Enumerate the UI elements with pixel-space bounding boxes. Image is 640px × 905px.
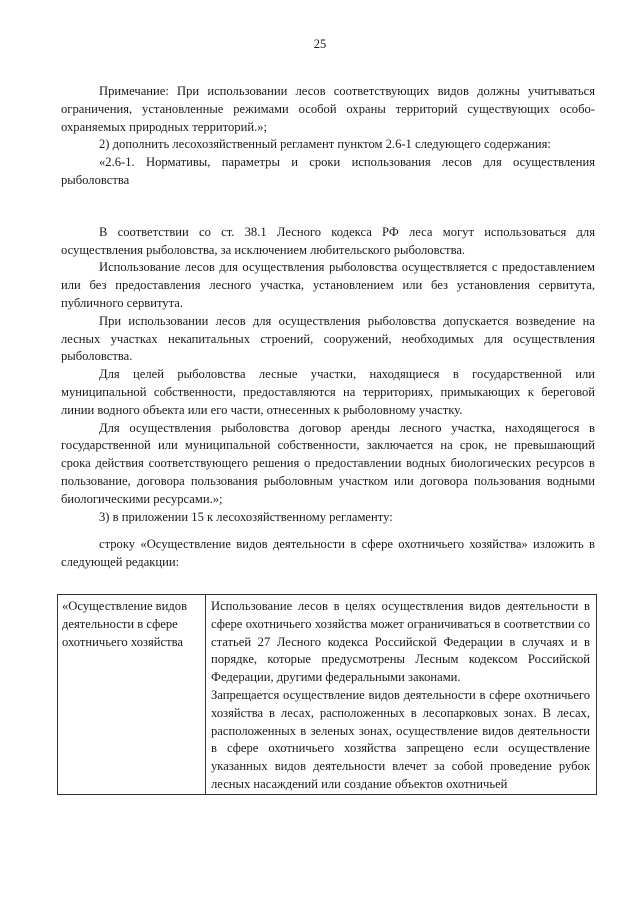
paragraph-amendment-2: 2) дополнить лесохозяйственный регламент пунктом 2.6-1 следующего содержания: [99,137,551,152]
table-cell-paragraph: Использование лесов в целях осуществления видов деятельности в сфере охотничьего хозяйства может ограничиваться в соответствии со статьей 27 Лесного кодекса Российской Федерации в случаях и в порядке, которые предусмотрены Лесным кодексом Российской Федерации, другими федеральными законами. [211,599,590,685]
paragraph-section-heading: «2.6-1. Нормативы, параметры и сроки использования лесов для осуществления рыболовства [61,155,595,187]
paragraph-structures: При использовании лесов для осуществления рыболовства допускается возведение на лесных участках некапитальных строений, сооружений, необходимых для осуществления рыболовства. [61,313,595,364]
paragraph-article-38-1: В соответствии со ст. 38.1 Лесного кодекса РФ леса могут использоваться для осуществления рыболовства, за исключением любительского рыболовства. [61,224,595,257]
paragraph-forest-use: Использование лесов для осуществления рыболовства осуществляется с предоставлением или без предоставления лесного участка, установлением или без установления сервитута, публичного сервитута. [61,260,595,310]
paragraph-amendment-3: 3) в приложении 15 к лесохозяйственному регламенту: [99,509,393,524]
page-number: 25 [313,37,327,51]
amendment-table [57,594,597,795]
paragraph-lease-term: Для осуществления рыболовства договор аренды лесного участка, находящегося в государственной или муниципальной собственности, заключается на срок, не превышающий срока действия соответствующего решения о предоставлении водных биологических ресурсов в пользование, договора пользования рыболовным участком или договора пользования водными биологическими ресурсами.»; [61,420,595,506]
table-cell-description [206,595,597,795]
table-cell-paragraph: Запрещается осуществление видов деятельности в сфере охотничьего хозяйства в лесах, расположенных в лесопарковых зонах. В лесах, расположенных в зеленых зонах, осуществление видов деятельности в сфере охотничьего хозяйства запрещено если осуществление указанных видов деятельности влечет за собой проведение рубок лесных насаждений или создание объектов охотничьей [211,687,590,791]
paragraph-land-plots: Для целей рыболовства лесные участки, находящиеся в государственной или муниципальной собственности, предоставляются на территориях, примыкающих к береговой линии водного объекта или его части, отнесенных к рыболовному участку. [61,367,595,417]
paragraph-note: Примечание: При использовании лесов соответствующих видов должны учитываться ограничения, установленные режимами особой охраны территорий существующих особо-охраняемых природных территорий.»; [61,84,595,134]
table-row [58,595,597,795]
paragraph-row-replacement: строку «Осуществление видов деятельности в сфере охотничьего хозяйства» изложить в следующей редакции: [61,537,595,570]
table-cell-activity: «Осуществление видов деятельности в сфере охотничьего хозяйства [58,595,206,795]
